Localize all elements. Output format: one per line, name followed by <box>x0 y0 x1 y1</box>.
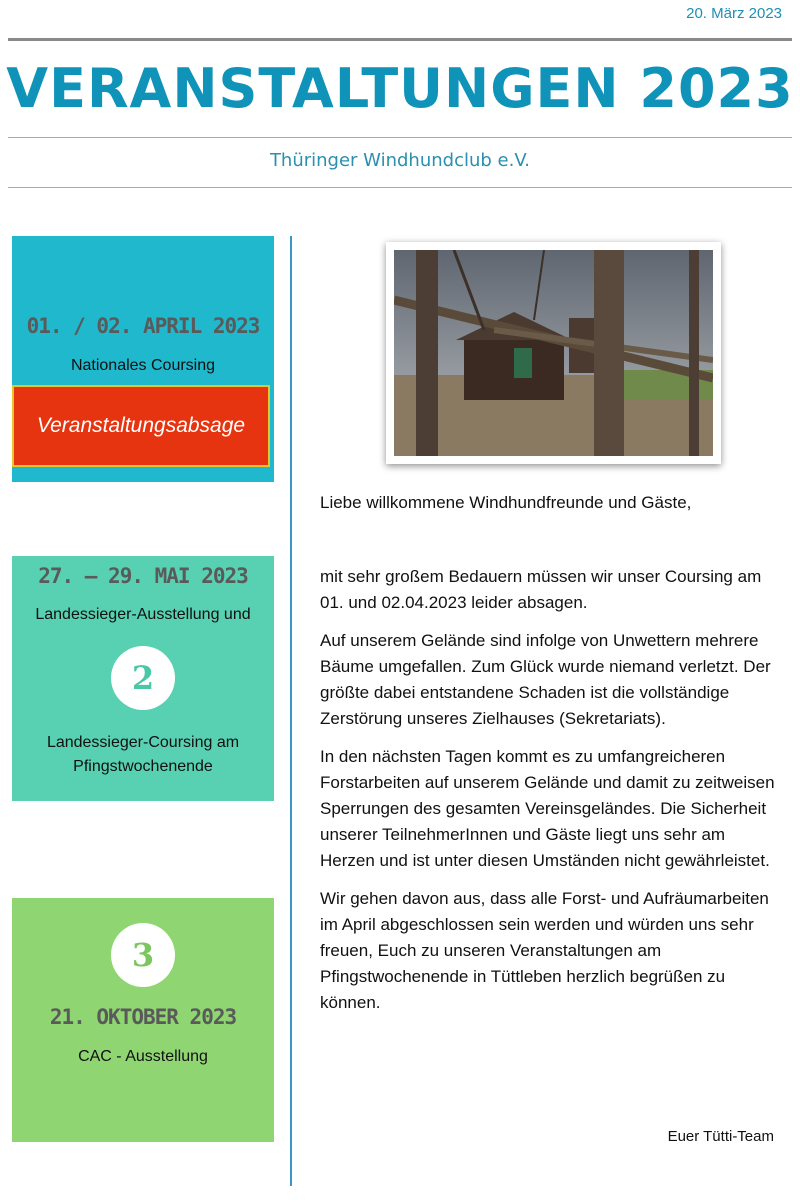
column-divider <box>290 236 292 1186</box>
cancellation-badge: Veranstaltungsabsage <box>12 385 270 467</box>
issue-date: 20. März 2023 <box>686 5 782 22</box>
event-name: CAC - Ausstellung <box>78 1048 208 1065</box>
event-card-april <box>12 236 274 482</box>
event-date: 01. / 02. APRIL 2023 <box>26 314 260 338</box>
fallen-tree-photo-icon <box>394 250 713 456</box>
letter-body <box>320 490 780 1028</box>
letter-signature: Euer Tütti-Team <box>667 1128 774 1145</box>
top-rule <box>8 38 792 41</box>
event-name-line2: Landessieger-Coursing am Pfingstwochenende <box>46 734 240 775</box>
fallen-tree-photo <box>386 242 721 464</box>
event-name: Nationales Coursing <box>70 357 216 374</box>
event-card-may <box>12 556 274 801</box>
subtitle-rule <box>8 187 792 188</box>
letter-paragraph: Auf unserem Gelände sind infolge von Unwettern mehrere Bäume umgefallen. Zum Glück wurde niemand verletzt. Der größte dabei entstandene Schaden ist die vollständige Zerstörung unseres Zielhauses (Sekretariats). <box>320 631 771 728</box>
event-card-october <box>12 898 274 1142</box>
title-rule <box>8 137 792 138</box>
letter-greeting: Liebe willkommene Windhundfreunde und Gäste, <box>320 493 692 512</box>
event-number-badge: 3 <box>111 923 175 987</box>
event-date: 21. OKTOBER 2023 <box>49 1005 237 1029</box>
letter-paragraph: In den nächsten Tagen kommt es zu umfangreicheren Forstarbeiten auf unserem Gelände und damit zu zeitweisen Sperrungen des gesamten Vereinsgeländes. Die Sicherheit unserer TeilnehmerInnen und Gäste liegt uns sehr am Herzen und ist unter diesen Umständen nicht gewährleistet. <box>320 747 775 870</box>
event-name-line1: Landessieger-Ausstellung und <box>35 606 251 623</box>
letter-paragraph: Wir gehen davon aus, dass alle Forst- und Aufräumarbeiten im April abgeschlossen sein werden und würden uns sehr freuen, Euch zu unseren Veranstaltungen am Pfingstwochenende in Tüttleben herzlich begrüßen zu können. <box>320 889 769 1012</box>
page-title: VERANSTALTUNGEN 2023 <box>6 57 794 120</box>
club-name: Thüringer Windhundclub e.V. <box>269 150 531 171</box>
letter-paragraph: mit sehr großem Bedauern müssen wir unser Coursing am 01. und 02.04.2023 leider absagen. <box>320 567 762 612</box>
event-number-badge: 2 <box>111 646 175 710</box>
event-date: 27. – 29. MAI 2023 <box>38 564 248 588</box>
